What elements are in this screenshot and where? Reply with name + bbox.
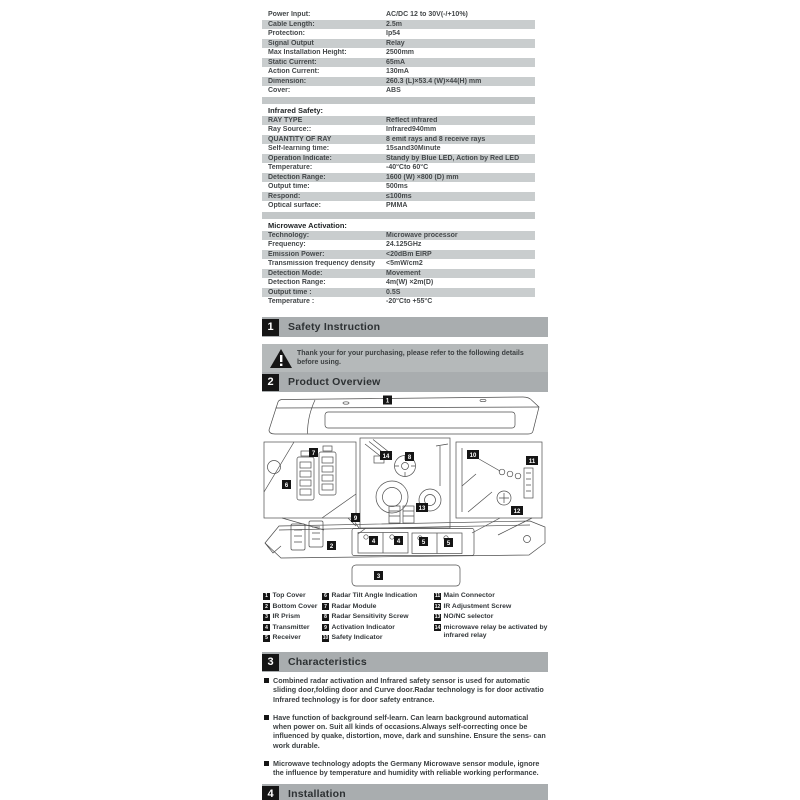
legend-item bbox=[322, 634, 434, 642]
spec-value: 4m(W) ×2m(D) bbox=[386, 279, 434, 287]
spec-value: Standy by Blue LED, Action by Red LED bbox=[386, 154, 520, 162]
section-number-badge: 3 bbox=[262, 654, 279, 671]
section-number-badge: 1 bbox=[262, 319, 279, 336]
svg-text:4: 4 bbox=[396, 539, 401, 545]
spec-label: Output time: bbox=[268, 183, 310, 191]
legend-label: IR Prism bbox=[272, 613, 301, 621]
spec-row bbox=[262, 288, 535, 298]
legend-label: Receiver bbox=[272, 634, 301, 642]
spec-label: Transmission frequency density bbox=[268, 260, 375, 268]
microwave-activation-header: Microwave Activation: bbox=[268, 220, 347, 230]
spec-label: Temperature: bbox=[268, 164, 313, 172]
spec-value: <20dBm EIRP bbox=[386, 250, 432, 258]
spec-label: RAY TYPE bbox=[268, 116, 303, 124]
spec-row bbox=[262, 116, 535, 126]
table-separator-bar bbox=[262, 97, 535, 104]
spec-value: ≤100ms bbox=[386, 192, 412, 200]
spec-tables bbox=[262, 10, 535, 307]
spec-row bbox=[262, 278, 535, 288]
legend-number-badge: 3 bbox=[263, 614, 270, 621]
section-title: Installation bbox=[288, 788, 346, 800]
spec-value: -40°Cto 60°C bbox=[386, 164, 429, 172]
bullet-square-icon bbox=[264, 761, 269, 766]
svg-text:4: 4 bbox=[371, 539, 376, 545]
spec-value: Movement bbox=[386, 269, 421, 277]
warning-text: Thank your for your purchasing, please refer to the following details before using. bbox=[297, 349, 524, 366]
svg-text:11: 11 bbox=[528, 459, 536, 465]
spec-row bbox=[262, 163, 535, 173]
legend-number-badge: 7 bbox=[322, 603, 329, 610]
legend-number-badge: 2 bbox=[263, 603, 270, 610]
legend-item bbox=[263, 613, 323, 621]
spec-row bbox=[262, 20, 535, 30]
legend-label: Activation Indicator bbox=[331, 623, 395, 631]
legend-label: NO/NC selector bbox=[443, 613, 494, 621]
spec-value: Relay bbox=[386, 39, 405, 47]
spec-value: PMMA bbox=[386, 202, 408, 210]
spec-label: Ray Source:: bbox=[268, 126, 312, 134]
section-number-badge: 2 bbox=[262, 374, 279, 391]
svg-text:9: 9 bbox=[353, 516, 358, 522]
legend-item bbox=[322, 592, 434, 600]
legend-label: Top Cover bbox=[272, 592, 306, 599]
spec-row bbox=[262, 231, 535, 241]
legend-label: Transmitter bbox=[272, 623, 310, 631]
section-bar-characteristics bbox=[262, 652, 548, 672]
spec-label: Optical surface: bbox=[268, 202, 321, 210]
legend-number-badge: 8 bbox=[322, 614, 329, 621]
spec-label: Detection Mode: bbox=[268, 269, 323, 277]
bullet-text: Have function of background self-learn. Can learn background automatical when power on. Suit all kinds of occasions.Always self-correcting once be influenced by quake, distortion, move, dark and sunshine. Ensure the sens- can work durable. bbox=[273, 712, 546, 750]
spec-label: Output time : bbox=[268, 288, 312, 296]
spec-value: Ip54 bbox=[386, 30, 401, 38]
legend-item bbox=[322, 603, 434, 611]
spec-label: Protection: bbox=[268, 30, 305, 38]
spec-row bbox=[262, 144, 535, 154]
legend-item bbox=[434, 592, 548, 600]
svg-text:2: 2 bbox=[329, 544, 334, 550]
spec-label: Technology: bbox=[268, 231, 310, 239]
spec-label: Emission Power: bbox=[268, 250, 325, 258]
legend-label: Radar Tilt Angle Indication bbox=[331, 592, 418, 599]
ir-prism-drawing bbox=[352, 565, 460, 586]
warning-note-box bbox=[262, 344, 548, 373]
spec-label: Power Input: bbox=[268, 11, 311, 19]
spec-row bbox=[262, 173, 535, 183]
spec-value: 2500mm bbox=[386, 49, 415, 57]
bullet-text: Combined radar activation and Infrared safety sensor is used for automatic sliding door,folding door and Curve door.Radar technology is for door activatio Infrared technology is for door safety entrance. bbox=[273, 676, 544, 704]
spec-row bbox=[262, 29, 535, 39]
bullet-item bbox=[264, 676, 546, 704]
spec-value: Infrared940mm bbox=[386, 126, 437, 134]
svg-text:12: 12 bbox=[513, 509, 521, 515]
spec-row bbox=[262, 39, 535, 49]
spec-label: Static Current: bbox=[268, 58, 317, 66]
legend-item bbox=[434, 613, 548, 621]
bullet-square-icon bbox=[264, 715, 269, 720]
legend-number-badge: 14 bbox=[434, 624, 441, 631]
spec-label: Self-learning time: bbox=[268, 145, 330, 153]
legend-label: Radar Sensitivity Screw bbox=[331, 613, 409, 621]
legend-number-badge: 4 bbox=[263, 624, 270, 631]
bottom-unit-drawing bbox=[265, 521, 545, 558]
svg-text:13: 13 bbox=[418, 506, 426, 512]
svg-text:1: 1 bbox=[385, 398, 390, 405]
bullet-item bbox=[264, 713, 546, 750]
svg-text:7: 7 bbox=[311, 451, 316, 457]
spec-row bbox=[262, 48, 535, 58]
spec-label: QUANTITY OF RAY bbox=[268, 135, 332, 143]
legend-number-badge: 11 bbox=[434, 593, 441, 599]
spec-label: Detection Range: bbox=[268, 173, 326, 181]
spec-row bbox=[262, 77, 535, 87]
spec-row bbox=[262, 135, 535, 145]
legend-number-badge: 6 bbox=[322, 593, 329, 600]
spec-label: Dimension: bbox=[268, 77, 307, 85]
spec-row bbox=[262, 259, 535, 269]
spec-label: Cover: bbox=[268, 87, 291, 95]
spec-row bbox=[262, 154, 535, 164]
spec-row bbox=[262, 297, 535, 307]
spec-label: Temperature : bbox=[268, 298, 315, 306]
spec-value: 130mA bbox=[386, 68, 409, 76]
general-spec-table bbox=[262, 10, 535, 96]
legend-number-badge: 13 bbox=[434, 614, 441, 621]
bullet-text: Microwave technology adopts the Germany Microwave sensor module, ignore the influence by temperature and humidity with reliable working performance. bbox=[273, 759, 540, 778]
manual-content-column bbox=[262, 0, 548, 800]
spec-label: Max Installation Height: bbox=[268, 49, 347, 57]
legend-item bbox=[434, 624, 548, 640]
spec-value: 8 emit rays and 8 receive rays bbox=[386, 135, 486, 143]
microwave-spec-table bbox=[262, 231, 535, 307]
spec-label: Operation Indicate: bbox=[268, 154, 332, 162]
legend-item bbox=[263, 624, 323, 632]
spec-row bbox=[262, 58, 535, 68]
legend-item bbox=[263, 634, 323, 642]
section-bar-safety-instruction bbox=[262, 317, 548, 337]
legend-number-badge: 1 bbox=[263, 593, 270, 600]
spec-value: 500ms bbox=[386, 183, 408, 191]
legend-label: Safety Indicator bbox=[331, 634, 383, 642]
bullet-square-icon bbox=[264, 678, 269, 683]
warning-icon bbox=[270, 349, 292, 368]
section-title: Characteristics bbox=[288, 656, 367, 668]
spec-row bbox=[262, 125, 535, 135]
characteristics-bullets bbox=[264, 676, 546, 787]
spec-value: Reflect infrared bbox=[386, 116, 438, 124]
legend-number-badge: 10 bbox=[322, 635, 329, 642]
legend-label: Bottom Cover bbox=[272, 602, 318, 610]
spec-row bbox=[262, 201, 535, 211]
spec-value: -20°Cto +55°C bbox=[386, 298, 433, 306]
legend-number-badge: 12 bbox=[434, 603, 441, 610]
spec-label: Signal Output bbox=[268, 39, 314, 47]
spec-row bbox=[262, 269, 535, 279]
legend-label: microwave relay be activated by infrared relay bbox=[443, 623, 548, 639]
spec-row bbox=[262, 240, 535, 250]
section-title: Product Overview bbox=[288, 376, 381, 388]
diagram-number-labels bbox=[282, 396, 538, 581]
spec-value: <5mW/cm2 bbox=[386, 260, 423, 268]
spec-label: Cable Length: bbox=[268, 20, 315, 28]
spec-value: 65mA bbox=[386, 58, 406, 66]
table-separator-bar bbox=[262, 212, 535, 219]
svg-text:8: 8 bbox=[407, 455, 412, 461]
section-title: Safety Instruction bbox=[288, 321, 381, 333]
legend-column-3 bbox=[434, 592, 548, 642]
spec-value: Microwave processor bbox=[386, 231, 458, 239]
infrared-safety-header: Infrared Safety: bbox=[268, 105, 324, 115]
spec-value: 2.5m bbox=[386, 20, 402, 28]
infrared-spec-table bbox=[262, 116, 535, 211]
svg-text:6: 6 bbox=[284, 483, 289, 489]
legend-number-badge: 9 bbox=[322, 624, 329, 631]
spec-label: Action Current: bbox=[268, 68, 320, 76]
svg-text:5: 5 bbox=[446, 541, 451, 547]
legend-column-2 bbox=[322, 592, 434, 645]
legend-item bbox=[263, 603, 323, 611]
section-bar-product-overview bbox=[262, 372, 548, 392]
spec-row bbox=[262, 10, 535, 20]
spec-row bbox=[262, 67, 535, 77]
spec-label: Frequency: bbox=[268, 241, 306, 249]
section-number-badge: 4 bbox=[262, 786, 279, 800]
spec-value: 15sand30Minute bbox=[386, 145, 441, 153]
legend-item bbox=[322, 613, 434, 621]
section-bar-installation bbox=[262, 784, 548, 800]
legend-item bbox=[322, 624, 434, 632]
legend-item bbox=[263, 592, 323, 600]
svg-text:14: 14 bbox=[382, 454, 390, 460]
spec-value: 24.125GHz bbox=[386, 241, 422, 249]
spec-row bbox=[262, 250, 535, 260]
legend-number-badge: 5 bbox=[263, 635, 270, 642]
spec-value: AC/DC 12 to 30V(-/+10%) bbox=[386, 11, 468, 19]
spec-value: 260.3 (L)×53.4 (W)×44(H) mm bbox=[386, 77, 482, 85]
legend-label: IR Adjustment Screw bbox=[443, 602, 512, 610]
legend-label: Radar Module bbox=[331, 602, 377, 610]
spec-row bbox=[262, 182, 535, 192]
spec-label: Respond: bbox=[268, 192, 301, 200]
spec-label: Detection Range: bbox=[268, 279, 326, 287]
legend-label: Main Connector bbox=[443, 592, 495, 599]
svg-text:3: 3 bbox=[376, 574, 381, 580]
spec-value: 0.5S bbox=[386, 288, 401, 296]
top-cover-drawing bbox=[269, 397, 539, 434]
svg-text:5: 5 bbox=[421, 540, 426, 546]
spec-value: 1600 (W) ×800 (D) mm bbox=[386, 173, 459, 181]
bullet-item bbox=[264, 759, 546, 778]
product-exploded-diagram bbox=[262, 394, 548, 590]
legend-column-1 bbox=[263, 592, 323, 645]
legend-item bbox=[434, 603, 548, 611]
svg-text:10: 10 bbox=[469, 453, 477, 459]
spec-row bbox=[262, 192, 535, 202]
spec-value: ABS bbox=[386, 87, 401, 95]
spec-row bbox=[262, 86, 535, 96]
radar-module-detail-box bbox=[360, 438, 450, 528]
